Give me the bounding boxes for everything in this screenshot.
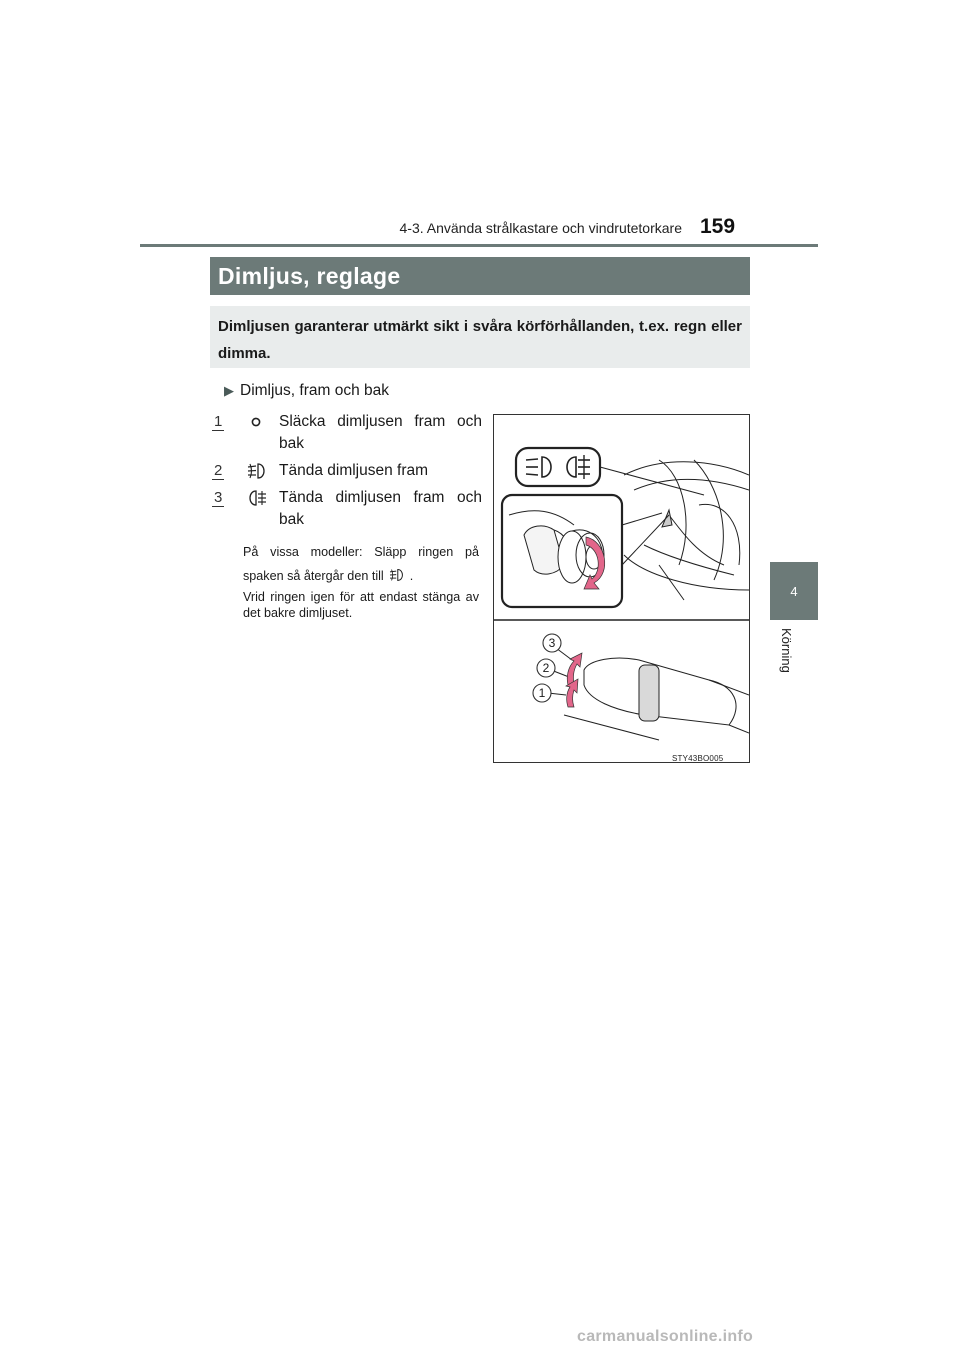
item-number: 2	[214, 462, 223, 479]
intro-box: Dimljusen garanterar utmärkt sikt i svåra körförhållanden, t.ex. regn eller dimma.	[210, 306, 750, 368]
subheading-text: Dimljus, fram och bak	[240, 382, 390, 399]
note-2: Vrid ringen igen för att endast stänga av det bakre dimljuset.	[243, 590, 479, 620]
item-number: 3	[214, 489, 223, 506]
item-text: Släcka dimljusen fram och bak	[279, 413, 482, 452]
triangle-bullet-icon: ▶	[224, 383, 234, 398]
note-1	[243, 540, 479, 588]
fog-light-switch-illustration	[494, 415, 749, 762]
footer-watermark[interactable]: carmanualsonline.info	[577, 1328, 754, 1345]
list-item-3	[212, 487, 482, 531]
fog-light-off-icon	[246, 413, 268, 431]
note-1-end: .	[409, 569, 414, 583]
list-item-2	[212, 460, 482, 482]
item-text: Tända dimljusen fram och bak	[279, 489, 482, 528]
front-fog-light-icon	[246, 462, 268, 480]
note-1-text: På vissa modeller: Släpp ringen på spaken så återgår den till	[243, 545, 479, 583]
callout-1: 1	[538, 686, 546, 700]
page-title-text: Dimljus, reglage	[218, 262, 401, 289]
figure-code: STY43BO005	[672, 754, 724, 763]
header-rule	[140, 244, 818, 247]
front-rear-fog-light-icon	[246, 489, 268, 507]
callout-3: 3	[548, 636, 556, 650]
callout-2: 2	[542, 661, 550, 675]
item-number: 1	[214, 413, 223, 430]
item-text: Tända dimljusen fram	[279, 462, 429, 479]
chapter-label: Körning	[779, 628, 794, 673]
subheading	[224, 382, 389, 400]
front-fog-light-icon	[388, 568, 406, 582]
page-title	[210, 257, 750, 295]
header-section-title: 4-3. Använda strålkastare och vindrutetorkare	[399, 220, 682, 236]
chapter-tab	[770, 562, 818, 620]
chapter-number: 4	[790, 583, 798, 599]
illustration-figure	[493, 414, 750, 763]
page-number: 159	[700, 215, 736, 238]
list-item-1	[212, 411, 482, 455]
